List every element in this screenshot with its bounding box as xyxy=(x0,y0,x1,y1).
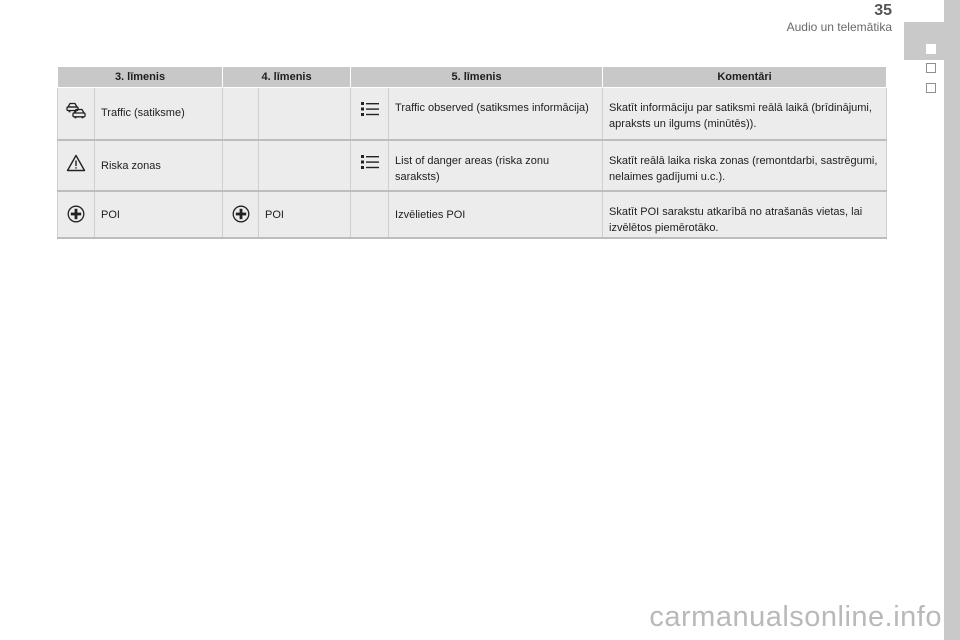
section-title: Audio un telemātika xyxy=(786,20,892,34)
side-strip xyxy=(944,0,960,640)
level5-icon-cell xyxy=(351,140,389,191)
level5-label: Traffic observed (satiksmes informācija) xyxy=(395,102,589,114)
warning-triangle-icon xyxy=(66,154,86,172)
level4-icon-cell xyxy=(223,88,259,141)
level5-cell xyxy=(389,191,603,238)
level3-label: Traffic (satiksme) xyxy=(101,107,185,119)
comment-text: Skatīt POI sarakstu atkarībā no atrašanās vietas, lai izvēlētos piemērotāko. xyxy=(609,206,863,234)
level3-cell xyxy=(95,88,223,141)
level5-icon-cell xyxy=(351,191,389,238)
poi-plus-icon xyxy=(232,205,250,223)
level4-label: POI xyxy=(265,209,284,221)
list-icon xyxy=(360,101,380,117)
level4-cell xyxy=(259,191,351,238)
comment-text: Skatīt reālā laika riska zonas (remontdarbi, sastrēgumi, nelaimes gadījumi u.c.). xyxy=(609,155,878,183)
comment-cell xyxy=(603,88,887,141)
level4-icon-cell xyxy=(223,191,259,238)
level5-label: Izvēlieties POI xyxy=(395,209,466,221)
traffic-cars-icon xyxy=(65,101,87,119)
watermark: carmanualsonline.info xyxy=(649,601,942,633)
chapter-marker xyxy=(926,83,936,93)
table-row xyxy=(58,191,887,238)
level4-cell xyxy=(259,88,351,141)
page-number: 35 xyxy=(874,2,892,19)
column-header-level3: 3. līmenis xyxy=(58,67,223,88)
level4-cell xyxy=(259,140,351,191)
level5-cell xyxy=(389,88,603,141)
column-header-comments: Komentāri xyxy=(603,67,887,88)
column-header-level5: 5. līmenis xyxy=(351,67,603,88)
level5-icon-cell xyxy=(351,88,389,141)
comment-cell xyxy=(603,140,887,191)
comment-text: Skatīt informāciju par satiksmi reālā laikā (brīdinājumi, apraksts un ilgums (minūtēs)). xyxy=(609,102,872,130)
level5-cell xyxy=(389,140,603,191)
comment-cell xyxy=(603,191,887,238)
chapter-tab xyxy=(904,22,944,60)
navigation-table xyxy=(57,66,887,239)
table-row xyxy=(58,88,887,141)
chapter-marker xyxy=(926,63,936,73)
table-row xyxy=(58,140,887,191)
chapter-marker-active xyxy=(926,44,936,54)
level3-label: POI xyxy=(101,209,120,221)
level3-icon-cell xyxy=(58,191,95,238)
level3-icon-cell xyxy=(58,140,95,191)
level4-icon-cell xyxy=(223,140,259,191)
column-header-level4: 4. līmenis xyxy=(223,67,351,88)
level3-cell xyxy=(95,191,223,238)
level3-cell xyxy=(95,140,223,191)
level3-icon-cell xyxy=(58,88,95,141)
poi-plus-icon xyxy=(67,205,85,223)
list-icon xyxy=(360,154,380,170)
level5-label: List of danger areas (riska zonu saraksts) xyxy=(395,155,550,183)
table-header-row xyxy=(58,67,887,88)
level3-label: Riska zonas xyxy=(101,160,161,172)
